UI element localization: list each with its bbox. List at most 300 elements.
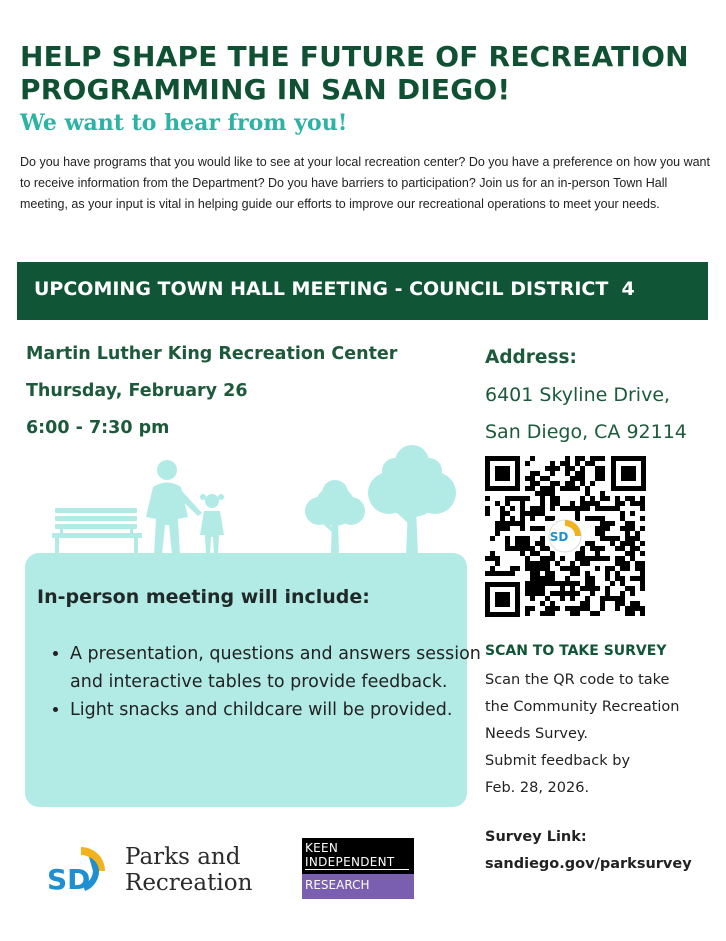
qr-module xyxy=(525,486,530,491)
qr-module xyxy=(520,551,525,556)
qr-module xyxy=(510,496,515,501)
qr-module xyxy=(525,556,530,561)
qr-module xyxy=(625,541,630,546)
qr-module xyxy=(525,511,530,516)
qr-module xyxy=(525,461,530,466)
qr-module xyxy=(535,591,540,596)
qr-module xyxy=(535,571,540,576)
qr-module xyxy=(540,576,545,581)
qr-module xyxy=(545,606,550,611)
qr-module xyxy=(620,591,625,596)
qr-module xyxy=(575,456,580,461)
qr-module xyxy=(565,486,570,491)
qr-module xyxy=(600,476,605,481)
qr-module xyxy=(570,481,575,486)
qr-finder-top-right xyxy=(611,456,646,491)
qr-module xyxy=(540,536,545,541)
qr-module xyxy=(510,506,515,511)
qr-module xyxy=(540,561,545,566)
qr-module xyxy=(485,496,490,501)
page-headline: HELP SHAPE THE FUTURE OF RECREATION PROGRAMMING IN SAN DIEGO! xyxy=(20,40,689,106)
qr-module xyxy=(595,551,600,556)
qr-module xyxy=(640,501,645,506)
qr-module xyxy=(505,536,510,541)
qr-module xyxy=(505,526,510,531)
qr-module xyxy=(625,521,630,526)
qr-module xyxy=(615,556,620,561)
qr-module xyxy=(540,506,545,511)
qr-module xyxy=(620,566,625,571)
qr-module xyxy=(520,511,525,516)
qr-finder-bottom-left xyxy=(485,582,520,617)
address-label: Address: xyxy=(485,347,577,368)
qr-module xyxy=(590,581,595,586)
scan-survey-title: SCAN TO TAKE SURVEY xyxy=(485,643,667,659)
qr-module xyxy=(515,566,520,571)
qr-module xyxy=(550,556,555,561)
qr-module xyxy=(555,496,560,501)
qr-module xyxy=(590,546,595,551)
qr-module xyxy=(620,541,625,546)
qr-module xyxy=(640,496,645,501)
qr-module xyxy=(550,496,555,501)
qr-module xyxy=(550,491,555,496)
qr-module xyxy=(580,476,585,481)
qr-module xyxy=(490,566,495,571)
qr-module xyxy=(540,581,545,586)
qr-logo-text: SD xyxy=(549,530,569,544)
qr-module xyxy=(630,496,635,501)
qr-module xyxy=(595,516,600,521)
qr-module xyxy=(580,586,585,591)
qr-module xyxy=(570,586,575,591)
qr-module xyxy=(595,566,600,571)
qr-module xyxy=(530,486,535,491)
qr-module xyxy=(580,466,585,471)
qr-module xyxy=(525,546,530,551)
scan-line: Needs Survey. xyxy=(485,726,589,742)
qr-module xyxy=(590,496,595,501)
qr-module xyxy=(620,596,625,601)
qr-module xyxy=(530,456,535,461)
qr-module xyxy=(625,586,630,591)
qr-module xyxy=(575,606,580,611)
qr-module xyxy=(600,546,605,551)
qr-module xyxy=(620,556,625,561)
qr-module xyxy=(595,506,600,511)
qr-module xyxy=(615,571,620,576)
qr-module xyxy=(545,566,550,571)
qr-module xyxy=(640,576,645,581)
qr-module xyxy=(490,556,495,561)
qr-module xyxy=(555,466,560,471)
qr-module xyxy=(585,541,590,546)
qr-module xyxy=(520,496,525,501)
list-item: • Light snacks and childcare will be provided. xyxy=(70,696,485,724)
qr-module xyxy=(605,596,610,601)
meeting-items-list xyxy=(46,640,485,724)
qr-module xyxy=(530,586,535,591)
qr-module xyxy=(625,561,630,566)
qr-module xyxy=(620,581,625,586)
qr-module xyxy=(525,586,530,591)
qr-module xyxy=(595,526,600,531)
qr-module xyxy=(640,606,645,611)
qr-module xyxy=(615,606,620,611)
qr-module xyxy=(580,601,585,606)
qr-module xyxy=(560,556,565,561)
qr-module xyxy=(600,496,605,501)
qr-module xyxy=(540,586,545,591)
qr-module xyxy=(510,516,515,521)
qr-center-logo xyxy=(546,517,584,555)
survey-link-label: Survey Link: xyxy=(485,829,587,845)
qr-module xyxy=(595,611,600,616)
qr-module xyxy=(545,581,550,586)
keen-logo-line: KEEN xyxy=(305,841,339,855)
qr-module xyxy=(545,466,550,471)
qr-module xyxy=(550,611,555,616)
qr-module xyxy=(570,566,575,571)
qr-module xyxy=(550,601,555,606)
qr-module xyxy=(595,556,600,561)
qr-module xyxy=(600,536,605,541)
qr-module xyxy=(635,606,640,611)
qr-module xyxy=(535,511,540,516)
qr-module xyxy=(615,501,620,506)
qr-module xyxy=(510,571,515,576)
qr-module xyxy=(565,466,570,471)
qr-module xyxy=(590,481,595,486)
qr-module xyxy=(620,501,625,506)
qr-module xyxy=(615,546,620,551)
qr-module xyxy=(535,471,540,476)
qr-module xyxy=(615,596,620,601)
qr-module xyxy=(590,541,595,546)
qr-module xyxy=(525,611,530,616)
venue-name: Martin Luther King Recreation Center xyxy=(26,344,398,364)
qr-module xyxy=(625,566,630,571)
qr-module xyxy=(525,561,530,566)
qr-module xyxy=(635,536,640,541)
qr-module xyxy=(585,501,590,506)
qr-module xyxy=(575,611,580,616)
qr-module xyxy=(490,536,495,541)
qr-module xyxy=(575,551,580,556)
qr-module xyxy=(490,551,495,556)
qr-module xyxy=(550,501,555,506)
qr-module xyxy=(620,561,625,566)
qr-module xyxy=(615,576,620,581)
qr-module xyxy=(550,591,555,596)
qr-module xyxy=(590,461,595,466)
qr-module xyxy=(505,501,510,506)
qr-module xyxy=(620,511,625,516)
qr-module xyxy=(600,516,605,521)
qr-module xyxy=(640,516,645,521)
qr-module xyxy=(540,486,545,491)
qr-module xyxy=(590,516,595,521)
qr-module xyxy=(585,506,590,511)
qr-module xyxy=(610,521,615,526)
qr-module xyxy=(570,476,575,481)
qr-module xyxy=(520,501,525,506)
qr-module xyxy=(550,506,555,511)
qr-module xyxy=(500,571,505,576)
parks-logo-line: Parks and xyxy=(125,844,241,870)
qr-module xyxy=(575,511,580,516)
qr-module xyxy=(550,516,555,521)
qr-module xyxy=(580,501,585,506)
qr-module xyxy=(610,506,615,511)
qr-module xyxy=(570,581,575,586)
qr-module xyxy=(610,596,615,601)
qr-module xyxy=(530,506,535,511)
qr-module xyxy=(600,606,605,611)
qr-module xyxy=(495,526,500,531)
qr-module xyxy=(555,501,560,506)
qr-module xyxy=(525,566,530,571)
qr-module xyxy=(550,551,555,556)
qr-module xyxy=(540,511,545,516)
qr-module xyxy=(580,456,585,461)
qr-finder-top-left xyxy=(485,456,520,491)
qr-module xyxy=(555,561,560,566)
list-item: • A presentation, questions and answers session and interactive tables to provide feedback. xyxy=(70,640,485,696)
scan-line: Scan the QR code to take xyxy=(485,672,670,688)
qr-module xyxy=(570,561,575,566)
qr-module xyxy=(545,611,550,616)
qr-module xyxy=(635,576,640,581)
qr-module xyxy=(600,601,605,606)
qr-module xyxy=(520,536,525,541)
qr-module xyxy=(595,466,600,471)
qr-module xyxy=(555,591,560,596)
qr-module xyxy=(495,521,500,526)
qr-module xyxy=(620,526,625,531)
qr-module xyxy=(575,556,580,561)
qr-module xyxy=(630,551,635,556)
qr-module xyxy=(615,506,620,511)
qr-module xyxy=(505,571,510,576)
qr-module xyxy=(520,546,525,551)
qr-module xyxy=(595,476,600,481)
qr-module xyxy=(520,541,525,546)
qr-module xyxy=(530,566,535,571)
qr-module xyxy=(565,591,570,596)
qr-module xyxy=(590,611,595,616)
meeting-box-title: In-person meeting will include: xyxy=(37,586,370,608)
qr-module xyxy=(560,596,565,601)
qr-module xyxy=(575,486,580,491)
qr-module xyxy=(600,596,605,601)
qr-module xyxy=(640,541,645,546)
qr-module xyxy=(595,546,600,551)
qr-module xyxy=(515,521,520,526)
qr-module xyxy=(485,506,490,511)
qr-module xyxy=(565,576,570,581)
qr-module xyxy=(535,491,540,496)
qr-module xyxy=(575,461,580,466)
qr-module xyxy=(605,521,610,526)
qr-module xyxy=(620,546,625,551)
qr-module xyxy=(560,461,565,466)
qr-module xyxy=(580,561,585,566)
qr-module xyxy=(625,606,630,611)
qr-module xyxy=(605,566,610,571)
survey-qr-code[interactable] xyxy=(485,456,646,617)
qr-module xyxy=(575,571,580,576)
address-line-1: 6401 Skyline Drive, xyxy=(485,384,671,406)
qr-module xyxy=(510,521,515,526)
qr-module xyxy=(525,476,530,481)
qr-module xyxy=(495,531,500,536)
qr-module xyxy=(550,606,555,611)
qr-module xyxy=(530,516,535,521)
qr-module xyxy=(615,536,620,541)
scan-line: Submit feedback by xyxy=(485,753,631,769)
qr-module xyxy=(605,571,610,576)
qr-module xyxy=(580,556,585,561)
qr-module xyxy=(545,576,550,581)
qr-module xyxy=(630,601,635,606)
qr-module xyxy=(605,496,610,501)
qr-module xyxy=(600,471,605,476)
qr-module xyxy=(535,541,540,546)
qr-module xyxy=(590,556,595,561)
qr-module xyxy=(620,576,625,581)
qr-module xyxy=(515,541,520,546)
qr-module xyxy=(630,521,635,526)
qr-module xyxy=(590,591,595,596)
qr-module xyxy=(560,586,565,591)
keen-independent-research-logo xyxy=(302,838,414,899)
qr-module xyxy=(560,506,565,511)
qr-module xyxy=(630,511,635,516)
qr-module xyxy=(625,496,630,501)
qr-module xyxy=(535,551,540,556)
qr-module xyxy=(550,481,555,486)
qr-module xyxy=(575,566,580,571)
qr-module xyxy=(490,571,495,576)
qr-module xyxy=(600,521,605,526)
qr-module xyxy=(540,501,545,506)
qr-module xyxy=(585,601,590,606)
qr-module xyxy=(635,566,640,571)
qr-module xyxy=(580,551,585,556)
qr-module xyxy=(620,516,625,521)
qr-module xyxy=(550,466,555,471)
qr-module xyxy=(575,581,580,586)
qr-module xyxy=(635,561,640,566)
qr-module xyxy=(530,576,535,581)
qr-module xyxy=(530,471,535,476)
qr-module xyxy=(570,571,575,576)
sd-logo-text: SD xyxy=(47,863,91,895)
child-figure-icon xyxy=(200,494,224,555)
qr-module xyxy=(585,581,590,586)
qr-module xyxy=(540,591,545,596)
event-time: 6:00 - 7:30 pm xyxy=(26,418,170,438)
qr-module xyxy=(500,521,505,526)
event-date: Thursday, February 26 xyxy=(26,381,248,401)
qr-module xyxy=(635,501,640,506)
scan-survey-text xyxy=(485,667,720,802)
qr-module xyxy=(485,556,490,561)
qr-module xyxy=(530,476,535,481)
qr-module xyxy=(580,481,585,486)
qr-module xyxy=(625,611,630,616)
qr-module xyxy=(600,556,605,561)
qr-module xyxy=(565,456,570,461)
qr-module xyxy=(585,461,590,466)
qr-module xyxy=(500,506,505,511)
qr-module xyxy=(530,511,535,516)
qr-module xyxy=(630,556,635,561)
qr-module xyxy=(640,586,645,591)
qr-module xyxy=(535,561,540,566)
sd-logo-icon xyxy=(45,843,109,895)
qr-module xyxy=(545,516,550,521)
qr-module xyxy=(565,481,570,486)
bench-icon xyxy=(52,508,142,555)
qr-module xyxy=(630,586,635,591)
qr-module xyxy=(600,506,605,511)
qr-module xyxy=(485,511,490,516)
qr-module xyxy=(580,496,585,501)
qr-module xyxy=(590,586,595,591)
qr-module xyxy=(560,591,565,596)
qr-module xyxy=(590,501,595,506)
qr-module xyxy=(570,506,575,511)
qr-module xyxy=(565,461,570,466)
qr-module xyxy=(525,496,530,501)
address-line-2: San Diego, CA 92114 xyxy=(485,421,687,443)
qr-module xyxy=(540,526,545,531)
qr-module xyxy=(585,516,590,521)
qr-module xyxy=(605,576,610,581)
qr-module xyxy=(550,571,555,576)
qr-module xyxy=(540,546,545,551)
qr-module xyxy=(565,471,570,476)
small-tree-icon xyxy=(305,480,365,555)
qr-module xyxy=(560,581,565,586)
qr-module xyxy=(535,581,540,586)
qr-module xyxy=(530,581,535,586)
qr-module xyxy=(555,581,560,586)
qr-module xyxy=(600,526,605,531)
qr-module xyxy=(535,506,540,511)
qr-module xyxy=(535,576,540,581)
qr-module xyxy=(565,506,570,511)
qr-module xyxy=(625,531,630,536)
qr-module xyxy=(550,581,555,586)
qr-module xyxy=(630,536,635,541)
qr-module xyxy=(590,456,595,461)
qr-module xyxy=(550,576,555,581)
survey-link[interactable]: sandiego.gov/parksurvey xyxy=(485,856,692,872)
qr-module xyxy=(495,571,500,576)
qr-module xyxy=(615,601,620,606)
qr-module xyxy=(605,586,610,591)
qr-module xyxy=(590,576,595,581)
qr-module xyxy=(630,546,635,551)
qr-module xyxy=(560,486,565,491)
qr-module xyxy=(560,566,565,571)
qr-module xyxy=(535,566,540,571)
qr-module xyxy=(635,546,640,551)
qr-module xyxy=(555,481,560,486)
